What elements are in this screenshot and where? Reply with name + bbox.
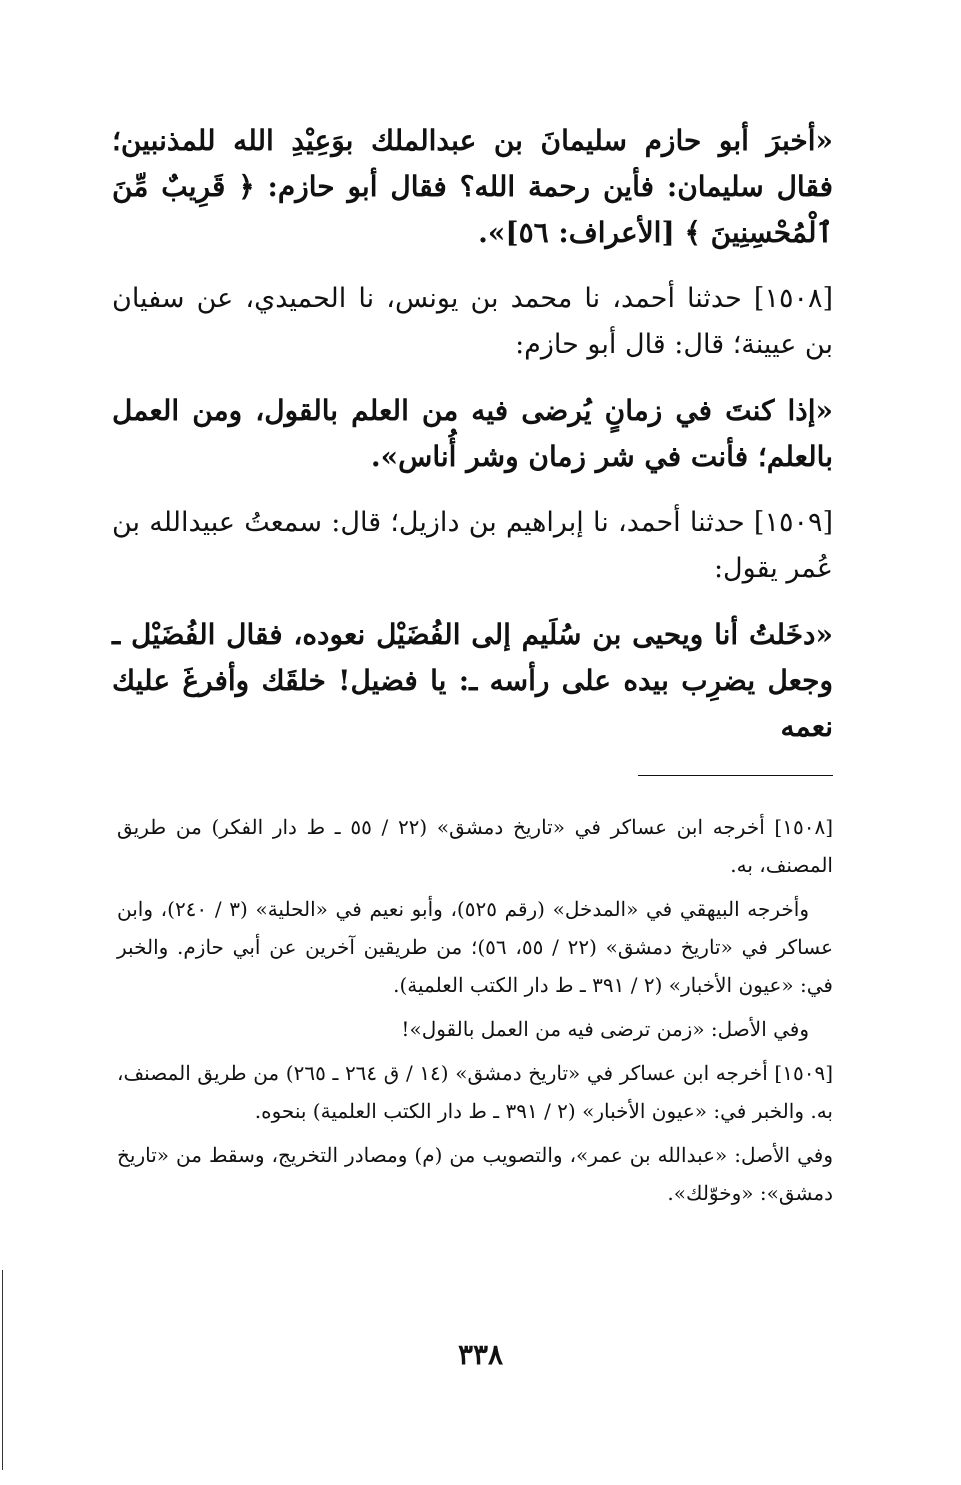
narration-paragraph-1508: [١٥٠٨] حدثنا أحمد، نا محمد بن يونس، نا الحميدي، عن سفيان بن عيينة؛ قال: قال أبو حازم: bbox=[112, 283, 833, 360]
main-text bbox=[112, 118, 833, 770]
footnote-separator bbox=[638, 775, 833, 776]
footnote-1508-continued: وأخرجه البيهقي في «المدخل» (رقم ٥٢٥)، وأبو نعيم في «الحلية» (٣ / ٢٤٠)، وابن عساكر في «تاريخ دمشق» (٢٢ / ٥٥، ٥٦)؛ من طريقين آخرين عن أبي حازم. والخبر في: «عيون الأخبار» (٢ / ٣٩١ ـ ط دار الكتب العلمية). bbox=[117, 897, 834, 997]
quote-paragraph-3: «دخَلتُ أنا ويحيى بن سُلَيم إلى الفُضَيْل نعوده، فقال الفُضَيْل ـ وجعل يضرِب بيده على رأسه ـ: يا فضيل! خلقَك وأفرغَ عليك نعمه bbox=[112, 618, 833, 743]
quote-paragraph-2: «إذا كنتَ في زمانٍ يُرضى فيه من العلم بالقول، ومن العمل بالعلم؛ فأنت في شر زمان وشر أُناس». bbox=[112, 394, 833, 473]
page-number: ٣٣٨ bbox=[457, 1338, 504, 1371]
scan-edge-line bbox=[2, 1270, 3, 1470]
narration-paragraph-1509: [١٥٠٩] حدثنا أحمد، نا إبراهيم بن دازيل؛ قال: سمعتُ عبيدالله بن عُمر يقول: bbox=[112, 507, 833, 584]
footnotes bbox=[117, 808, 833, 1218]
quote-paragraph-1: «أخبرَ أبو حازم سليمانَ بن عبدالملك بوَعِيْدِ الله للمذنبين؛ فقال سليمان: فأين رحمة الله؟ فقال أبو حازم: ﴿ قَرِيبٌ مِّنَ ٱلْمُحْسِنِينَ ﴾ [الأعراف: ٥٦]». bbox=[112, 124, 833, 249]
footnote-1509: [١٥٠٩] أخرجه ابن عساكر في «تاريخ دمشق» (١٤ / ق ٢٦٤ ـ ٢٦٥) من طريق المصنف، به. والخبر في: «عيون الأخبار» (٢ / ٣٩١ ـ ط دار الكتب العلمية) بنحوه. bbox=[117, 1061, 834, 1123]
footnote-1508: [١٥٠٨] أخرجه ابن عساكر في «تاريخ دمشق» (٢٢ / ٥٥ ـ ط دار الفكر) من طريق المصنف، به. bbox=[117, 815, 834, 877]
footnote-1509-note: وفي الأصل: «عبدالله بن عمر»، والتصويب من (م) ومصادر التخريج، وسقط من «تاريخ دمشق»: «وخوّلك». bbox=[117, 1143, 833, 1205]
footnote-1508-note: وفي الأصل: «زمن ترضى فيه من العمل بالقول»! bbox=[401, 1017, 809, 1041]
